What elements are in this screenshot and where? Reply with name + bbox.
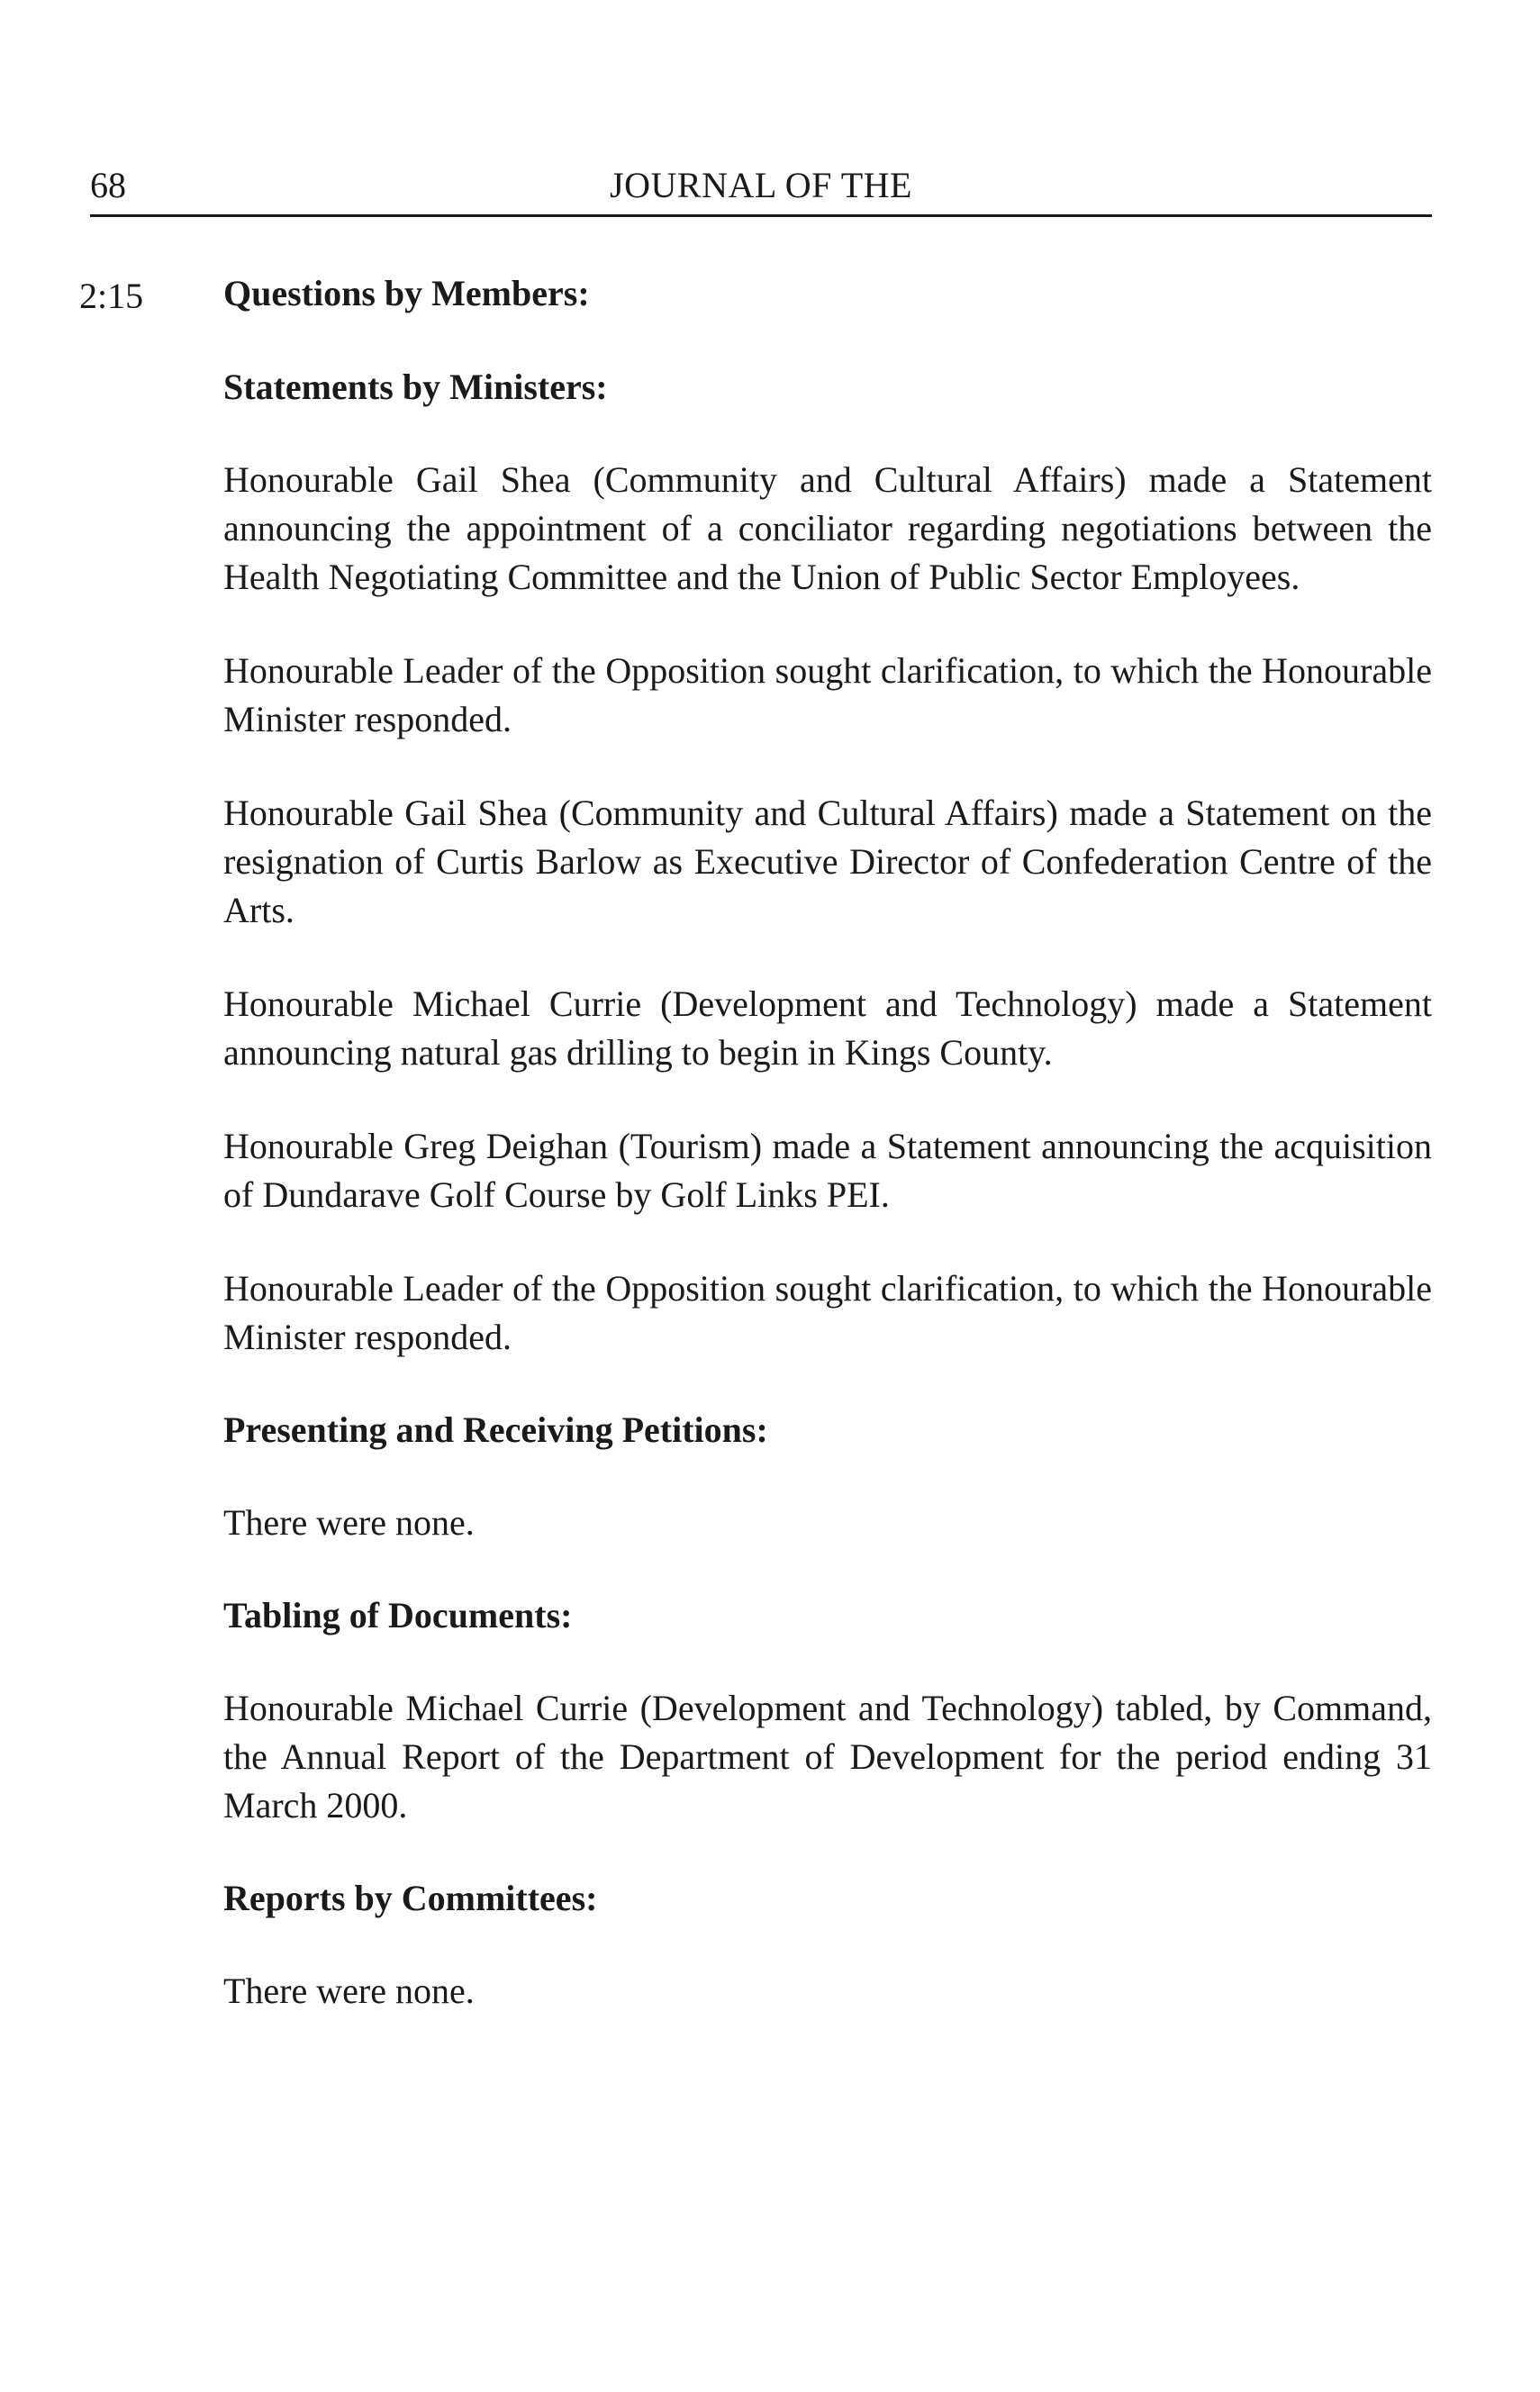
statement-paragraph: Honourable Leader of the Opposition sought clarification, to which the Honourable Minister responded. (223, 1268, 1432, 1357)
documents-heading: Tabling of Documents: (223, 1595, 573, 1635)
statement-paragraph: Honourable Gail Shea (Community and Cultural Affairs) made a Statement announcing the appointment of a conciliator regarding negotiations between the Health Negotiating Committee and the Union of Public Sector Employees. (223, 459, 1432, 597)
petitions-heading: Presenting and Receiving Petitions: (223, 1409, 768, 1450)
page-number: 68 (90, 165, 126, 205)
running-head: JOURNAL OF THE (610, 165, 912, 205)
statements-heading: Statements by Ministers: (223, 367, 608, 407)
questions-heading: Questions by Members: (223, 273, 590, 313)
statement-paragraph: Honourable Michael Currie (Development and Technology) made a Statement announcing natural gas drilling to begin in Kings County. (223, 983, 1432, 1073)
documents-text: Honourable Michael Currie (Development and Technology) tabled, by Command, the Annual Report of the Department of Development for the period ending 31 March 2000. (223, 1688, 1432, 1826)
time-marker: 2:15 (79, 276, 144, 316)
committees-text: There were none. (223, 1971, 475, 2011)
page-header (90, 164, 1432, 217)
statement-paragraph: Honourable Gail Shea (Community and Cultural Affairs) made a Statement on the resignation of Curtis Barlow as Executive Director of Confederation Centre of the Arts. (223, 793, 1432, 930)
committees-heading: Reports by Committees: (223, 1878, 598, 1918)
statement-paragraph: Honourable Leader of the Opposition sought clarification, to which the Honourable Minister responded. (223, 650, 1432, 739)
journal-content (223, 270, 1432, 2016)
petitions-text: There were none. (223, 1502, 475, 1543)
statement-paragraph: Honourable Greg Deighan (Tourism) made a Statement announcing the acquisition of Dundarave Golf Course by Golf Links PEI. (223, 1126, 1432, 1215)
